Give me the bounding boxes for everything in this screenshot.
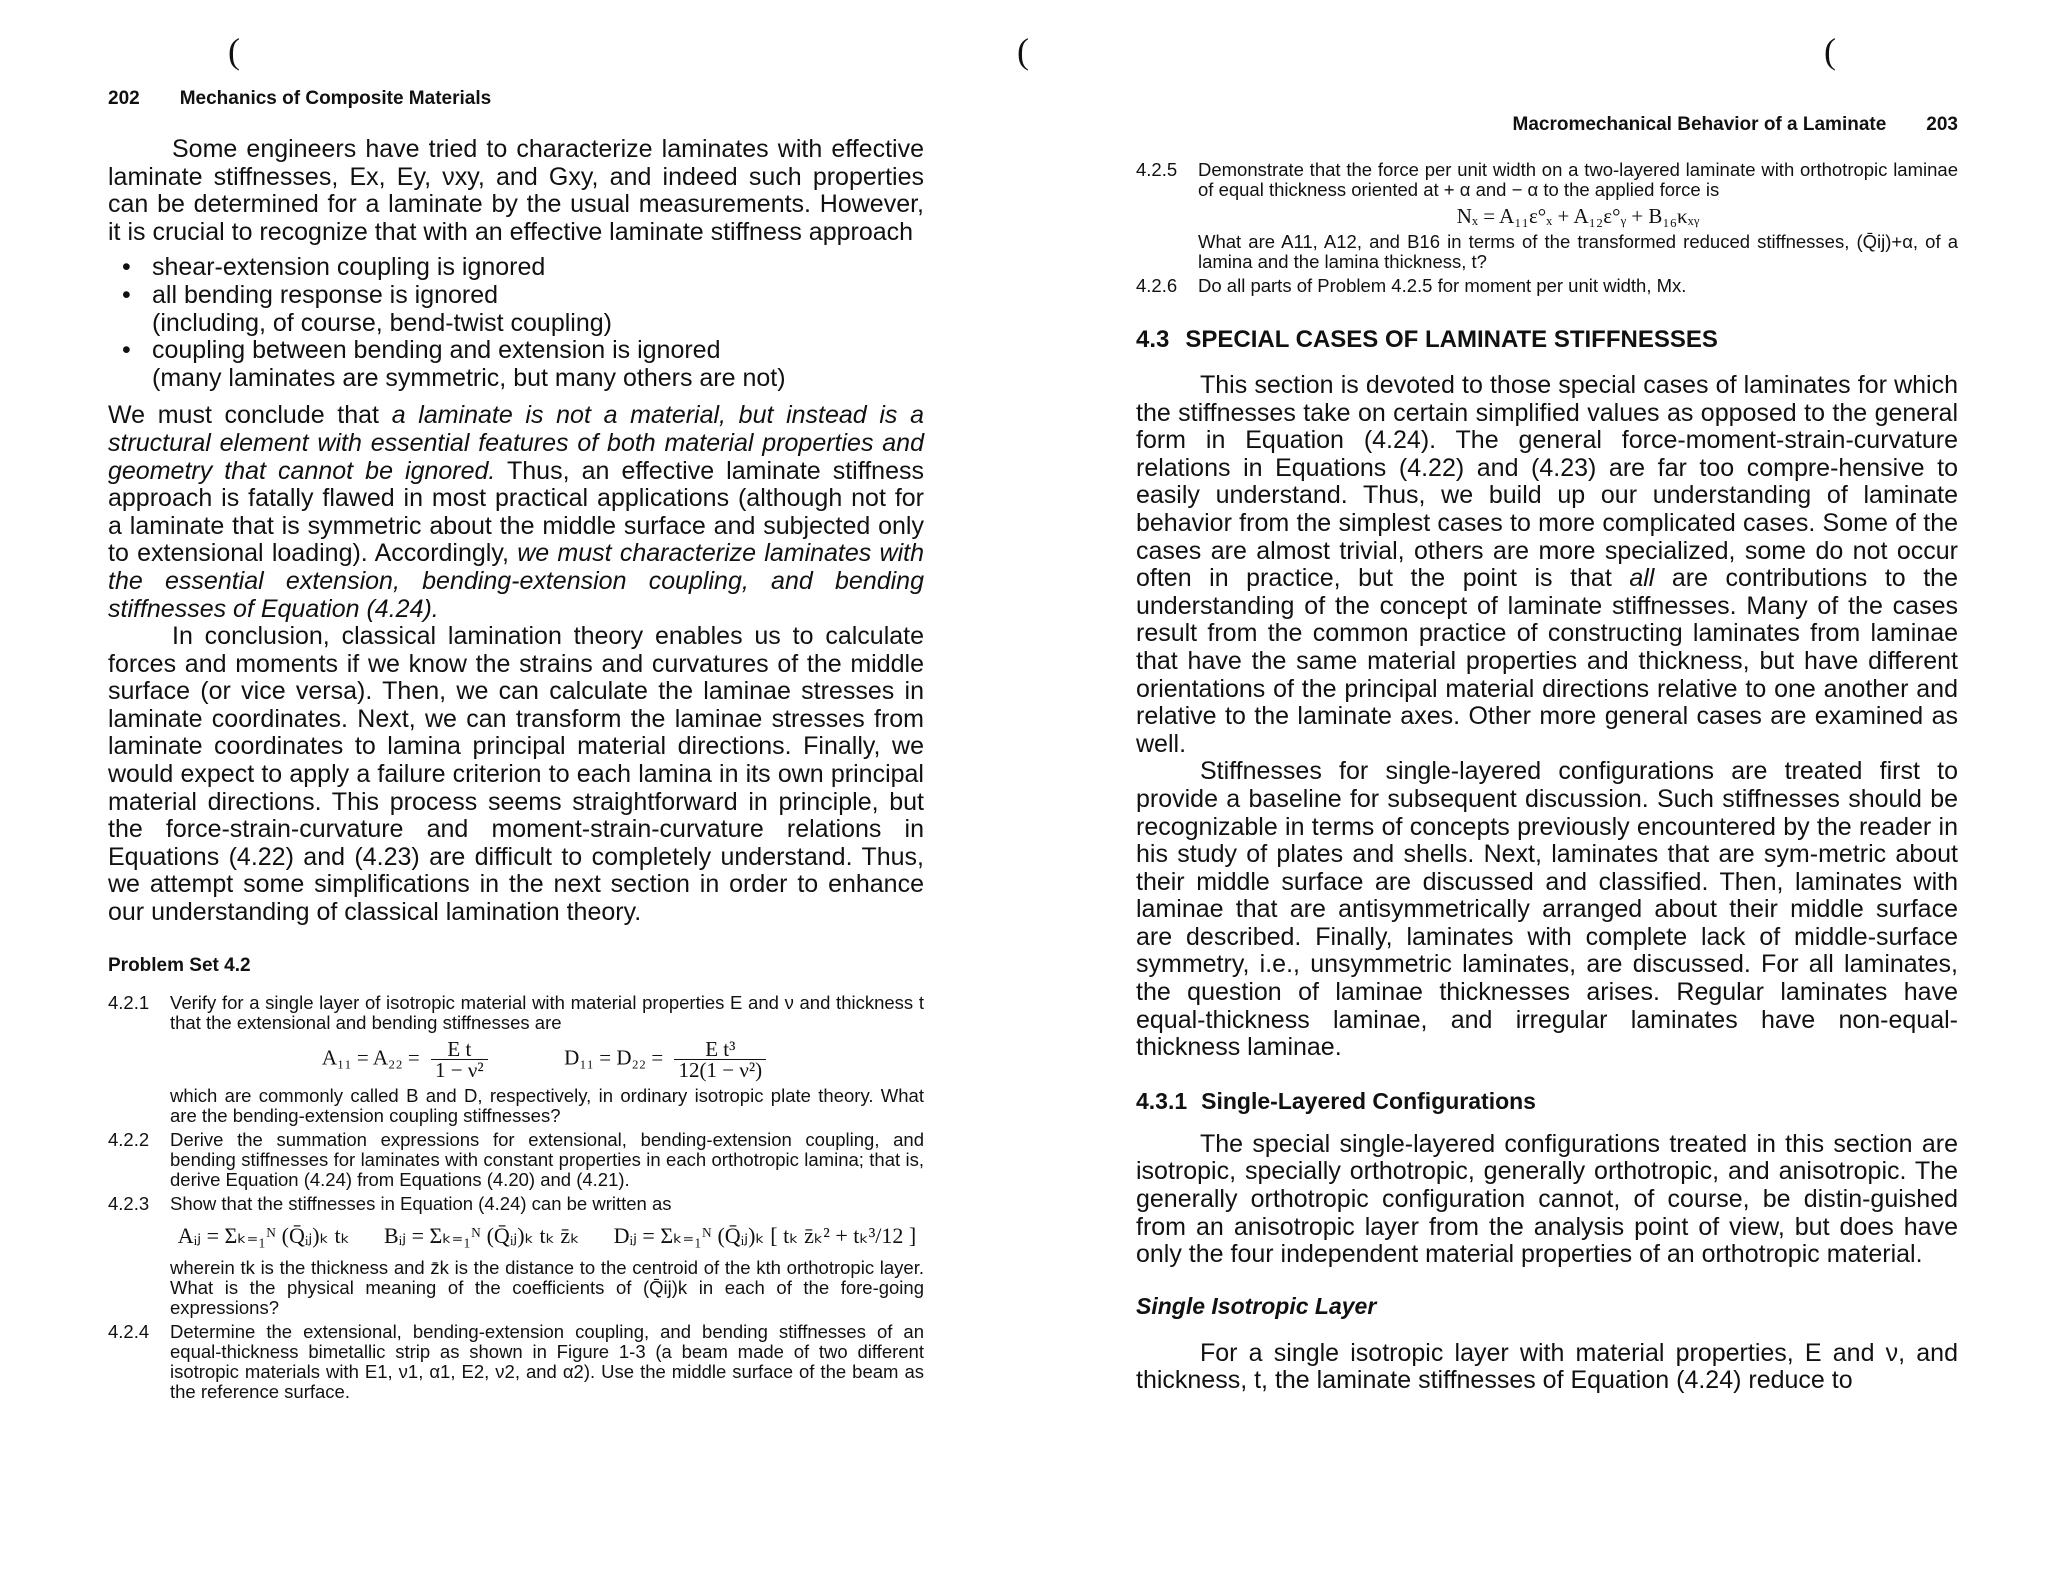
italic-heading: Single Isotropic Layer	[1136, 1292, 1377, 1319]
left-running-head	[108, 88, 491, 110]
equation: A₁₁ = A₂₂ = $\frac{\text{E t}}{\text{1 − ν²}}$ D₁₁ = D₂₂ = $\frac{\text{E t³}}{\text{12(1 − ν²)}}$	[170, 1039, 924, 1080]
paragraph: Some engineers have tried to characterize laminates with effective laminate stiffnesses, Ex, Ey, νxy, and Gxy, and indeed such properties can be determined for a laminate by the usual measurements. However, it is crucial to recognize that with an effective laminate stiffness approach	[108, 135, 924, 246]
bullet-list	[108, 254, 924, 392]
problem-item: 4.2.5 Demonstrate that the force per unit width on a two-layered laminate with orthotropic laminae of equal thickness oriented at + α and − α to the applied force is Nₓ = A₁₁ε°ₓ + A₁₂ε°ᵧ + B₁₆κₓᵧ What are A11, A12, and B16 in terms of the transformed reduced stiffnesses, (Q̄ij)+α, of a lamina and the lamina thickness, t?	[1136, 159, 1958, 272]
equation: Aᵢⱼ = Σₖ₌₁ᴺ (Q̄ᵢⱼ)ₖ tₖ Bᵢⱼ = Σₖ₌₁ᴺ (Q̄ᵢⱼ)ₖ tₖ z̄ₖ Dᵢⱼ = Σₖ₌₁ᴺ (Q̄ᵢⱼ)ₖ [ tₖ z̄ₖ² + tₖ³/12 ]	[177, 1222, 917, 1248]
right-page-number: 203	[1926, 114, 1958, 135]
paragraph: Stiffnesses for single-layered configurations are treated first to provide a baseline for subsequent discussion. Such stiffnesses should be recognizable in terms of concepts previously encountered by the reader in his study of plates and shells. Next, laminates that are sym-metric about their middle surface are discussed and classified. Then, laminates with laminae that are antisymmetrically arranged about their middle surface are described. Finally, laminates with complete lack of middle-surface symmetry, i.e., unsymmetric laminates, are discussed. For all laminates, the question of laminae thicknesses arises. Regular laminates have equal-thickness laminae, and irregular laminates have non-equal-thickness laminae.	[1136, 757, 1958, 1062]
paragraph: For a single isotropic layer with material properties, E and ν, and thickness, t, the laminate stiffnesses of Equation (4.24) reduce to	[1136, 1338, 1958, 1395]
problem-item: 4.2.3 Show that the stiffnesses in Equation (4.24) can be written as Aᵢⱼ = Σₖ₌₁ᴺ (Q̄ᵢⱼ)ₖ tₖ Bᵢⱼ = Σₖ₌₁ᴺ (Q̄ᵢⱼ)ₖ tₖ z̄ₖ Dᵢⱼ = Σₖ₌₁ᴺ (Q̄ᵢⱼ)ₖ [ tₖ z̄ₖ² + tₖ³/12 ] wherein tk is the thickness and z̄k is the distance to the centroid of the kth orthotropic layer. What is the physical meaning of the coefficients of (Q̄ij)k in each of the fore-going expressions?	[108, 1192, 924, 1318]
right-content	[1136, 156, 1958, 1395]
problem-item: 4.2.1 Verify for a single layer of isotropic material with material properties E and ν and thickness t that the extensional and bending stiffnesses are A₁₁ = A₂₂ = $\frac{\text{E t}}{\text{1 − ν²}}$ D₁₁ = D₂₂ = $\frac{\text{E t³}}{\text{12(1 − ν²)}}$ which are commonly called B and D, respectively, in ordinary isotropic plate theory. What are the bending-extension coupling stiffnesses?	[108, 991, 924, 1126]
bullet-item: • all bending response is ignored (including, of course, bend-twist coupling)	[152, 282, 924, 337]
left-content	[108, 136, 924, 1406]
problem-item: 4.2.4 Determine the extensional, bending-extension coupling, and bending stiffnesses of an equal-thickness bimetallic strip as shown in Figure 1-3 (a beam made of two different isotropic materials with E1, ν1, α1, E2, ν2, and α2). Use the middle surface of the beam as the reference surface.	[108, 1320, 924, 1402]
bullet-item: • coupling between bending and extension is ignored (many laminates are symmetric, but many others are not)	[152, 337, 924, 392]
paragraph: This section is devoted to those special cases of laminates for which the stiffnesses take on certain simplified values as opposed to the general form in Equation (4.24). The general force-moment-strain-curvature relations in Equations (4.22) and (4.23) are far too compre-hensive to easily understand. Thus, we build up our understanding of laminate behavior from the simplest cases to more complicated cases. Some of the cases are almost trivial, others are more specialized, some do not occur often in practice, but the point is that all are contributions to the understanding of the concept of laminate stiffnesses. Many of the cases result from the common practice of constructing laminates from laminae that have the same material properties and thickness, but have different orientations of the principal material directions relative to one another and relative to the laminate axes. Other more general cases are examined as well.	[1136, 371, 1958, 758]
bullet-item: • shear-extension coupling is ignored	[152, 254, 924, 282]
right-page	[1017, 0, 2048, 1582]
paragraph: The special single-layered configurations treated in this section are isotropic, specially orthotropic, generally orthotropic, and anisotropic. The generally orthotropic configuration cannot, of course, be distin-guished from an anisotropic layer from the analysis point of view, but does have only the four independent material properties of an orthotropic material.	[1136, 1129, 1958, 1269]
left-book-title: Mechanics of Composite Materials	[179, 88, 492, 109]
subsection-heading: 4.3.1 Single-Layered Configurations	[1136, 1087, 1536, 1114]
scan-mark: (	[1017, 31, 1029, 71]
scan-mark: (	[228, 31, 240, 71]
problem-item: 4.2.2 Derive the summation expressions for extensional, bending-extension coupling, and bending stiffnesses for laminates with constant properties in each orthotropic lamina; that is, derive Equation (4.24) from Equations (4.20) and (4.21).	[108, 1128, 924, 1190]
section-heading: 4.3 SPECIAL CASES OF LAMINATE STIFFNESSES	[1136, 326, 1718, 353]
problem-item: 4.2.6 Do all parts of Problem 4.2.5 for moment per unit width, Mx.	[1136, 275, 1687, 296]
right-running-head	[1513, 114, 1959, 136]
paragraph: In conclusion, classical lamination theory enables us to calculate forces and moments if we know the strains and curvatures of the middle surface (or vice versa). Then, we can calculate the laminae stresses in laminate coordinates. Next, we can transform the laminae stresses from laminate coordinates to lamina principal material directions. Finally, we would expect to apply a failure criterion to each lamina in its own principal material directions. This process seems straightforward in principle, but the force-strain-curvature and moment-strain-curvature relations in Equations (4.22) and (4.23) are difficult to completely understand. Thus, we attempt some simplifications in the next section in order to enhance our understanding of classical lamination theory.	[108, 622, 924, 927]
equation: Nₓ = A₁₁ε°ₓ + A₁₂ε°ᵧ + B₁₆κₓᵧ	[1456, 204, 1700, 228]
paragraph: We must conclude that a laminate is not a material, but instead is a structural element with essential features of both material properties and geometry that cannot be ignored. Thus, an effective laminate stiffness approach is fatally flawed in most practical applications (although not for a laminate that is symmetric about the middle surface and subjected only to extensional loading). Accordingly, we must characterize laminates with the essential extension, bending-extension coupling, and bending stiffnesses of Equation (4.24).	[108, 401, 925, 623]
problem-set-title: Problem Set 4.2	[108, 954, 251, 976]
right-chapter-title: Macromechanical Behavior of a Laminate	[1512, 114, 1887, 135]
scan-mark: (	[1824, 31, 1836, 71]
left-page-number: 202	[108, 88, 140, 109]
